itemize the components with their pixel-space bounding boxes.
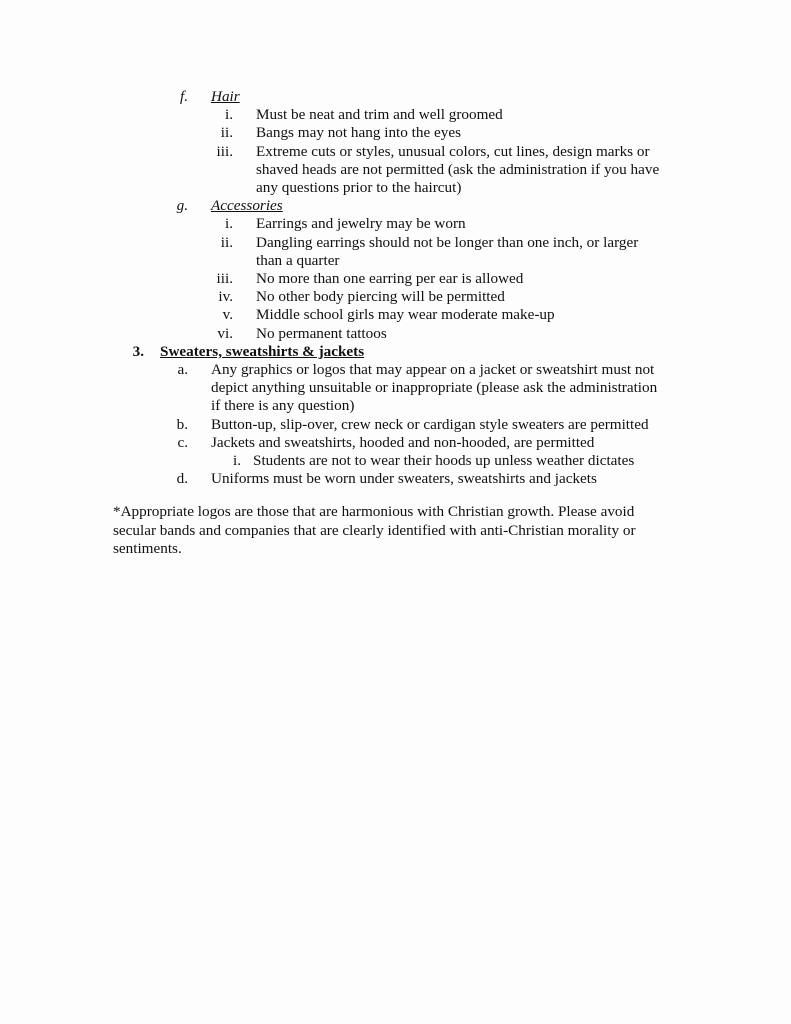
list-item (0, 270, 791, 288)
list-text: Must be neat and trim and well groomed (256, 106, 503, 124)
section-marker-hair: f. (179, 88, 188, 105)
section-title-hair: Hair (211, 88, 240, 105)
list-item (0, 143, 791, 198)
numbered-section-heading (0, 343, 791, 361)
list-text: No permanent tattoos (256, 324, 387, 342)
document-content (0, 0, 791, 488)
list-text: Extreme cuts or styles, unusual colors, cut lines, design marks or shaved heads are not permitted (ask the administration if you have any questions prior to the haircut) (256, 142, 660, 197)
list-item (0, 306, 791, 324)
list-item (0, 452, 791, 470)
list-item (0, 215, 791, 233)
list-marker: v. (222, 306, 233, 324)
section-heading-accessories (0, 197, 791, 215)
list-text: Middle school girls may wear moderate make-up (256, 306, 555, 324)
list-marker: vi. (217, 324, 233, 342)
list-marker: i. (232, 452, 241, 470)
list-item (0, 288, 791, 306)
list-item (0, 434, 791, 452)
footnote-line: sentiments. (113, 540, 182, 558)
list-item (0, 470, 791, 488)
list-marker: iv. (218, 288, 233, 306)
list-text: Jackets and sweatshirts, hooded and non-hooded, are permitted (211, 433, 595, 451)
list-marker: iii. (216, 270, 233, 288)
list-text: Earrings and jewelry may be worn (256, 215, 466, 233)
list-marker: ii. (220, 233, 233, 251)
footnote-line: secular bands and companies that are clearly identified with anti-Christian morality or (113, 521, 636, 539)
footnote-paragraph (113, 503, 677, 559)
list-text: Bangs may not hang into the eyes (256, 124, 461, 142)
list-marker: iii. (216, 142, 233, 160)
list-item (0, 325, 791, 343)
list-marker: d. (176, 470, 188, 488)
list-text: Uniforms must be worn under sweaters, sweatshirts and jackets (211, 470, 597, 488)
list-marker: c. (177, 433, 188, 451)
section-title-accessories: Accessories (211, 197, 283, 215)
list-text: No more than one earring per ear is allowed (256, 270, 524, 288)
list-item (0, 416, 791, 434)
list-item (0, 361, 791, 416)
list-marker: b. (176, 415, 188, 433)
list-item (0, 106, 791, 124)
list-item (0, 124, 791, 142)
list-text: Any graphics or logos that may appear on a jacket or sweatshirt must not depict anything unsuitable or inappropriate (please ask the administration if there is any question) (211, 361, 658, 415)
list-marker: a. (177, 361, 188, 379)
list-marker: i. (224, 106, 233, 124)
list-marker: ii. (220, 124, 233, 142)
list-text: Students are not to wear their hoods up unless weather dictates (253, 452, 635, 470)
section-marker-accessories: g. (176, 197, 188, 215)
section-heading-hair (0, 88, 791, 106)
list-item (0, 234, 791, 270)
list-text: No other body piercing will be permitted (256, 288, 505, 306)
list-marker: i. (224, 215, 233, 233)
numbered-section-title: Sweaters, sweatshirts & jackets (160, 342, 365, 360)
list-text: Dangling earrings should not be longer than one inch, or larger than a quarter (256, 233, 639, 269)
footnote-line: *Appropriate logos are those that are harmonious with Christian growth. Please avoid (113, 503, 635, 520)
numbered-section-marker: 3. (132, 342, 144, 360)
list-text: Button-up, slip-over, crew neck or cardigan style sweaters are permitted (211, 415, 649, 433)
